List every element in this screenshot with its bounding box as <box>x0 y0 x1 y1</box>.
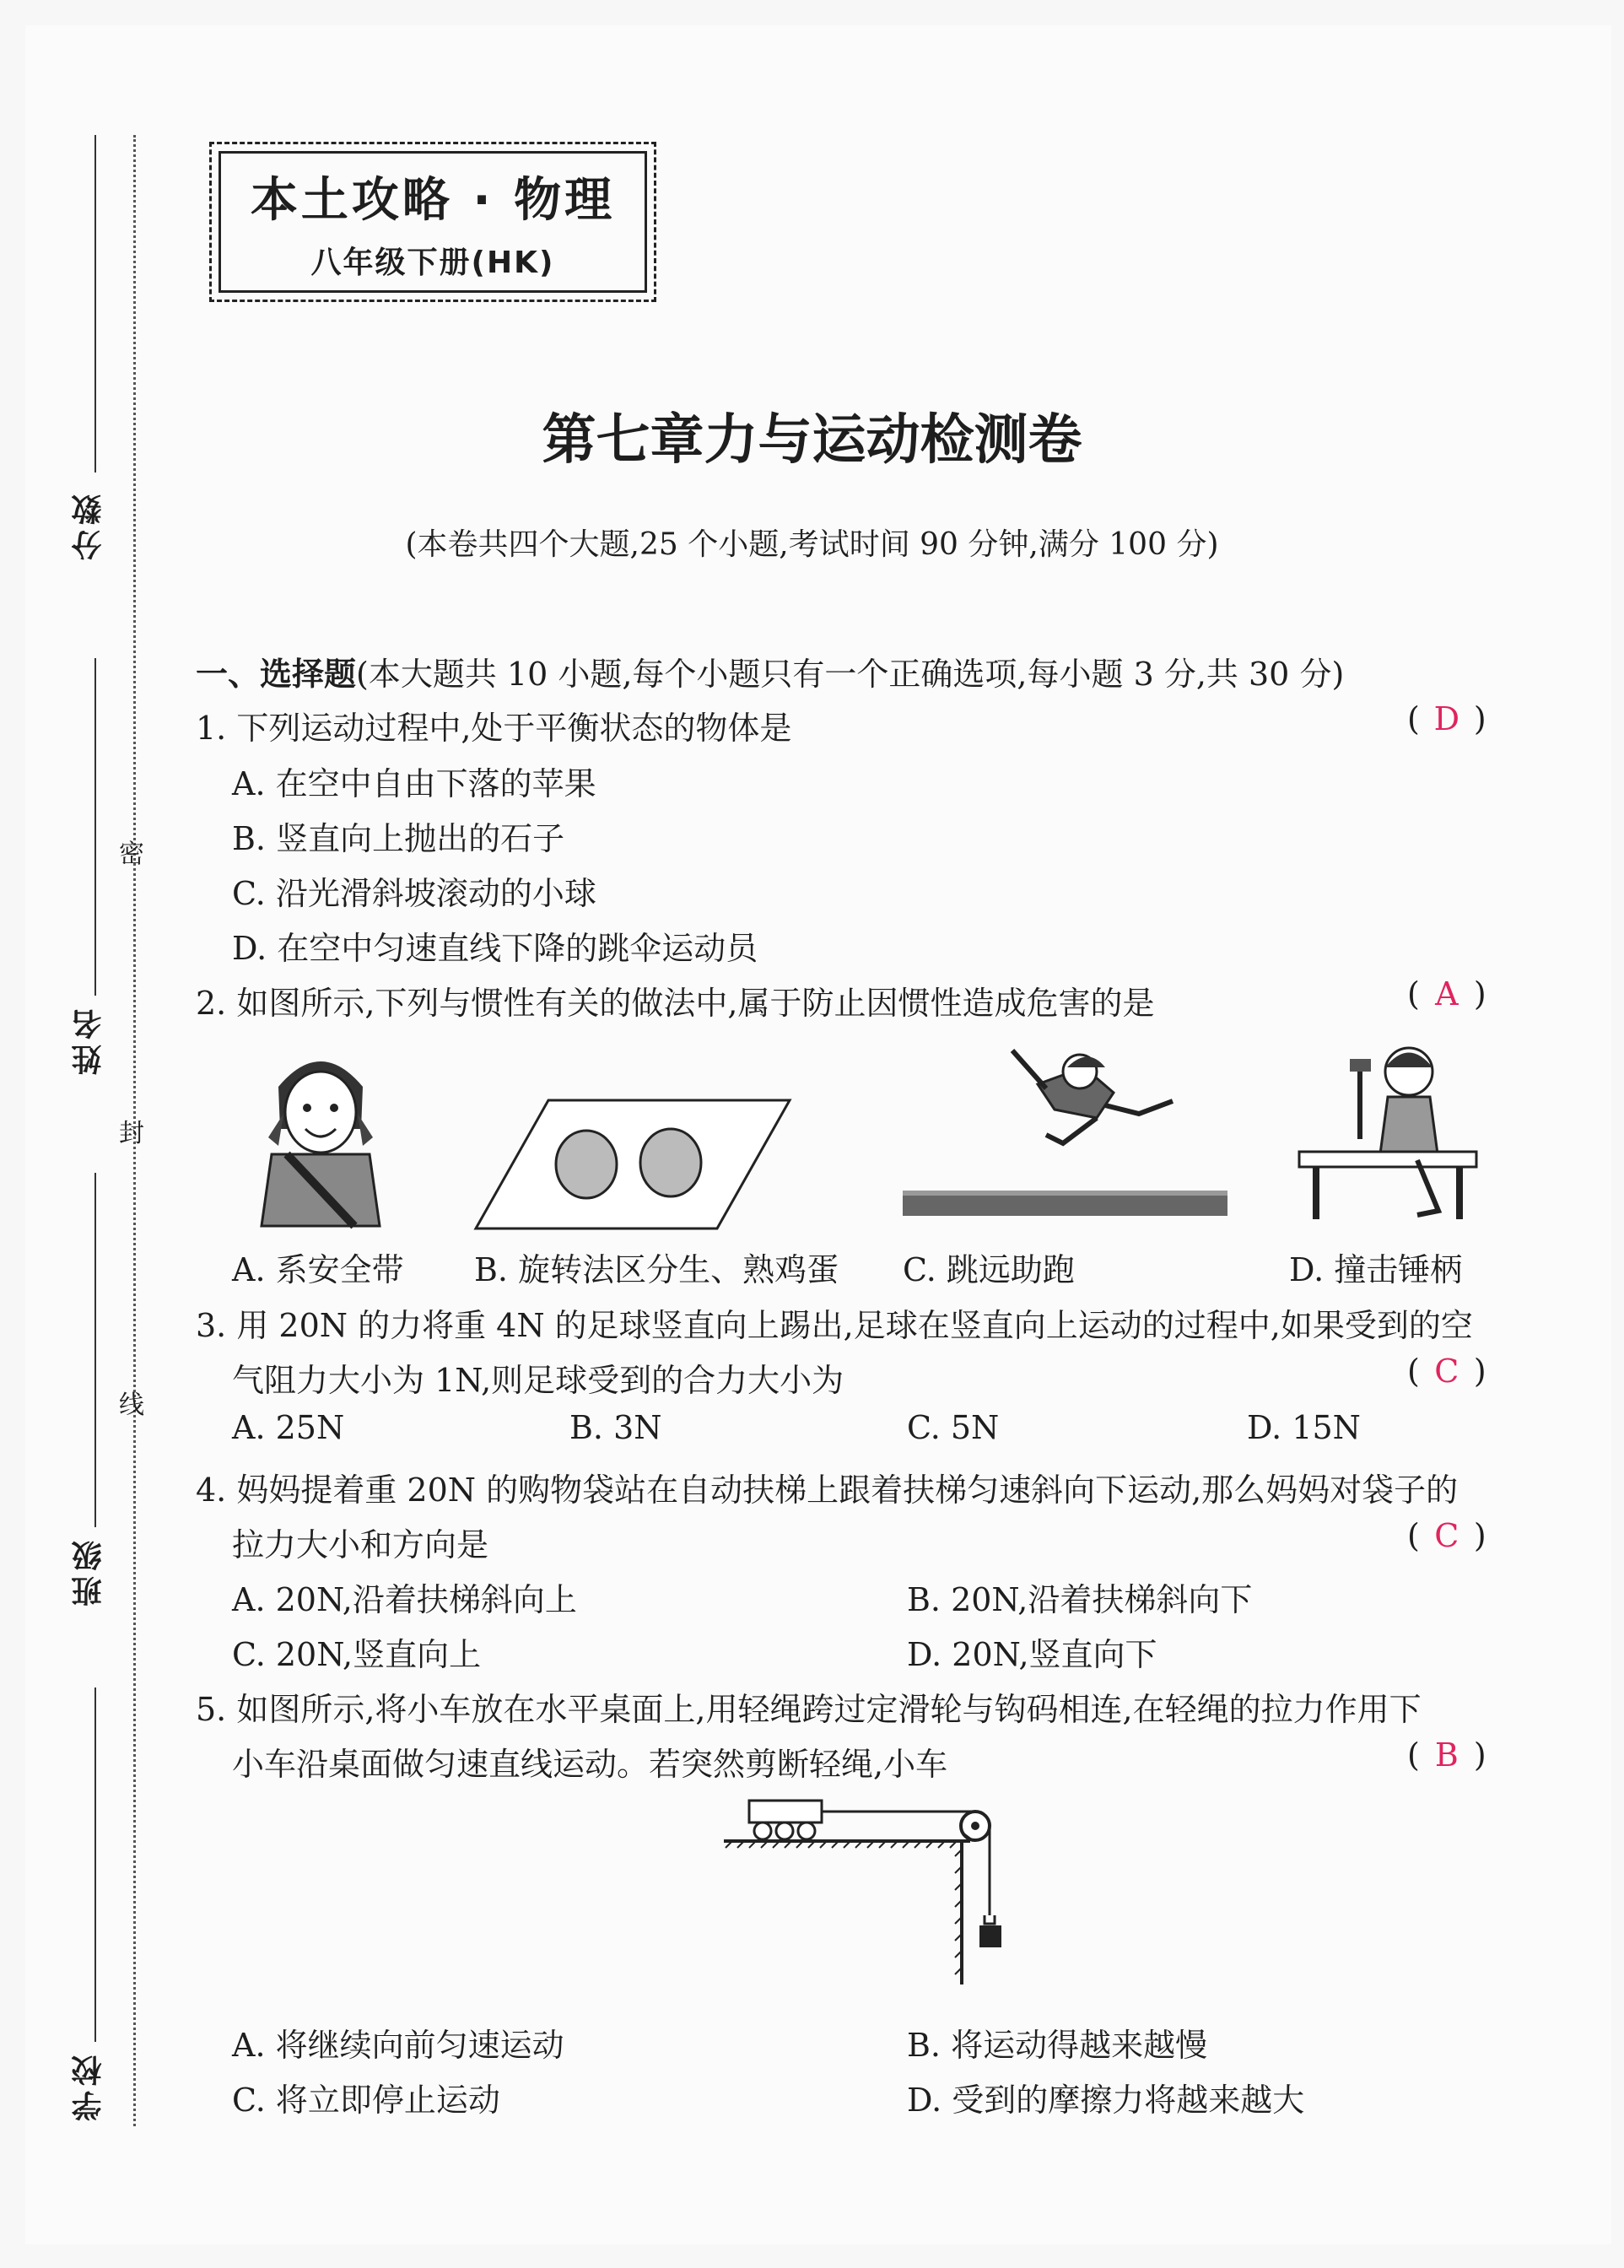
q5-option-c: C. 将立即停止运动 <box>232 2082 500 2119</box>
q4-option-a: A. 20N,沿着扶梯斜向上 <box>232 1581 577 1618</box>
page-title: 第七章力与运动检测卷 <box>542 409 1082 472</box>
q1-option-d: D. 在空中匀速直线下降的跳伞运动员 <box>232 930 758 967</box>
q1-option-b: B. 竖直向上抛出的石子 <box>232 820 565 857</box>
seal-mi: 密 <box>119 840 144 869</box>
q2-answer-bracket: ( A ) <box>1407 975 1486 1012</box>
figure-hammer <box>1291 1034 1485 1228</box>
section-title: 一、选择题 <box>196 656 357 693</box>
q2-caption-b: B. 旋转法区分生、熟鸡蛋 <box>474 1251 839 1288</box>
q2-stem: 2. 如图所示,下列与惯性有关的做法中,属于防止因惯性造成危害的是 <box>196 985 1155 1022</box>
seal-xian: 线 <box>119 1390 144 1420</box>
q5-answer: B <box>1434 1736 1459 1774</box>
q3-option-b: B. 3N <box>569 1409 662 1446</box>
brand-box <box>209 142 656 302</box>
q5-option-d: D. 受到的摩擦力将越来越大 <box>907 2082 1305 2119</box>
name-label: 姓名 <box>72 1004 106 1075</box>
q2-caption-d: D. 撞击锤柄 <box>1289 1251 1463 1288</box>
q3-stem-line2: 气阻力大小为 1N,则足球受到的合力大小为 <box>232 1362 844 1399</box>
q3-answer: C <box>1434 1353 1459 1390</box>
q3-answer-bracket: ( C ) <box>1407 1353 1486 1390</box>
q4-answer: C <box>1434 1517 1459 1554</box>
seal-feng: 封 <box>119 1119 144 1148</box>
figure-seatbelt <box>253 1036 388 1230</box>
q4-option-c: C. 20N,竖直向上 <box>232 1636 482 1673</box>
class-line <box>94 1173 96 1527</box>
section-heading <box>196 648 1344 694</box>
q4-answer-bracket: ( C ) <box>1407 1517 1486 1554</box>
q3-option-a: A. 25N <box>232 1409 345 1446</box>
q4-option-b: B. 20N,沿着扶梯斜向下 <box>907 1581 1253 1618</box>
q3-option-d: D. 15N <box>1247 1409 1361 1446</box>
q4-stem-line2: 拉力大小和方向是 <box>232 1526 489 1563</box>
q3-stem-line1: 3. 用 20N 的力将重 4N 的足球竖直向上踢出,足球在竖直向上运动的过程中,如果受到的空 <box>196 1307 1473 1344</box>
q3-option-c: C. 5N <box>907 1409 1000 1446</box>
q4-stem-line1: 4. 妈妈提着重 20N 的购物袋站在自动扶梯上跟着扶梯匀速斜向下运动,那么妈妈对袋子的 <box>196 1472 1459 1509</box>
section-note: (本大题共 10 小题,每个小题只有一个正确选项,每小题 3 分,共 30 分) <box>356 656 1345 693</box>
score-label: 分数 <box>72 489 106 560</box>
q1-answer: D <box>1433 700 1460 737</box>
q2-caption-c: C. 跳远助跑 <box>903 1251 1075 1288</box>
q5-option-b: B. 将运动得越来越慢 <box>907 2027 1208 2064</box>
q1-option-c: C. 沿光滑斜坡滚动的小球 <box>232 875 596 912</box>
q5-stem-line2: 小车沿桌面做匀速直线运动。若突然剪断轻绳,小车 <box>232 1746 948 1783</box>
q4-option-d: D. 20N,竖直向下 <box>907 1636 1157 1673</box>
school-line <box>94 1688 96 2042</box>
q1-option-a: A. 在空中自由下落的苹果 <box>232 765 596 802</box>
class-label: 班级 <box>72 1536 106 1606</box>
school-label: 学校 <box>72 2050 106 2121</box>
q2-caption-a: A. 系安全带 <box>232 1251 404 1288</box>
figure-eggs <box>472 1097 793 1232</box>
figure-long-jump <box>894 1034 1232 1228</box>
q5-stem-line1: 5. 如图所示,将小车放在水平桌面上,用轻绳跨过定滑轮与钩码相连,在轻绳的拉力作用下 <box>196 1691 1422 1728</box>
brand-subtitle: 八年级下册(HK) <box>310 246 555 280</box>
q1-stem: 1. 下列运动过程中,处于平衡状态的物体是 <box>196 710 792 747</box>
figure-cart-pulley <box>717 1789 1038 1991</box>
name-line <box>94 658 96 996</box>
q5-option-a: A. 将继续向前匀速运动 <box>232 2027 564 2064</box>
exam-info: (本卷共四个大题,25 个小题,考试时间 90 分钟,满分 100 分) <box>405 527 1219 562</box>
brand-title: 本土攻略 · 物理 <box>250 173 616 228</box>
q1-answer-bracket: ( D ) <box>1407 700 1486 737</box>
q2-answer: A <box>1435 975 1459 1012</box>
q5-answer-bracket: ( B ) <box>1407 1736 1486 1774</box>
